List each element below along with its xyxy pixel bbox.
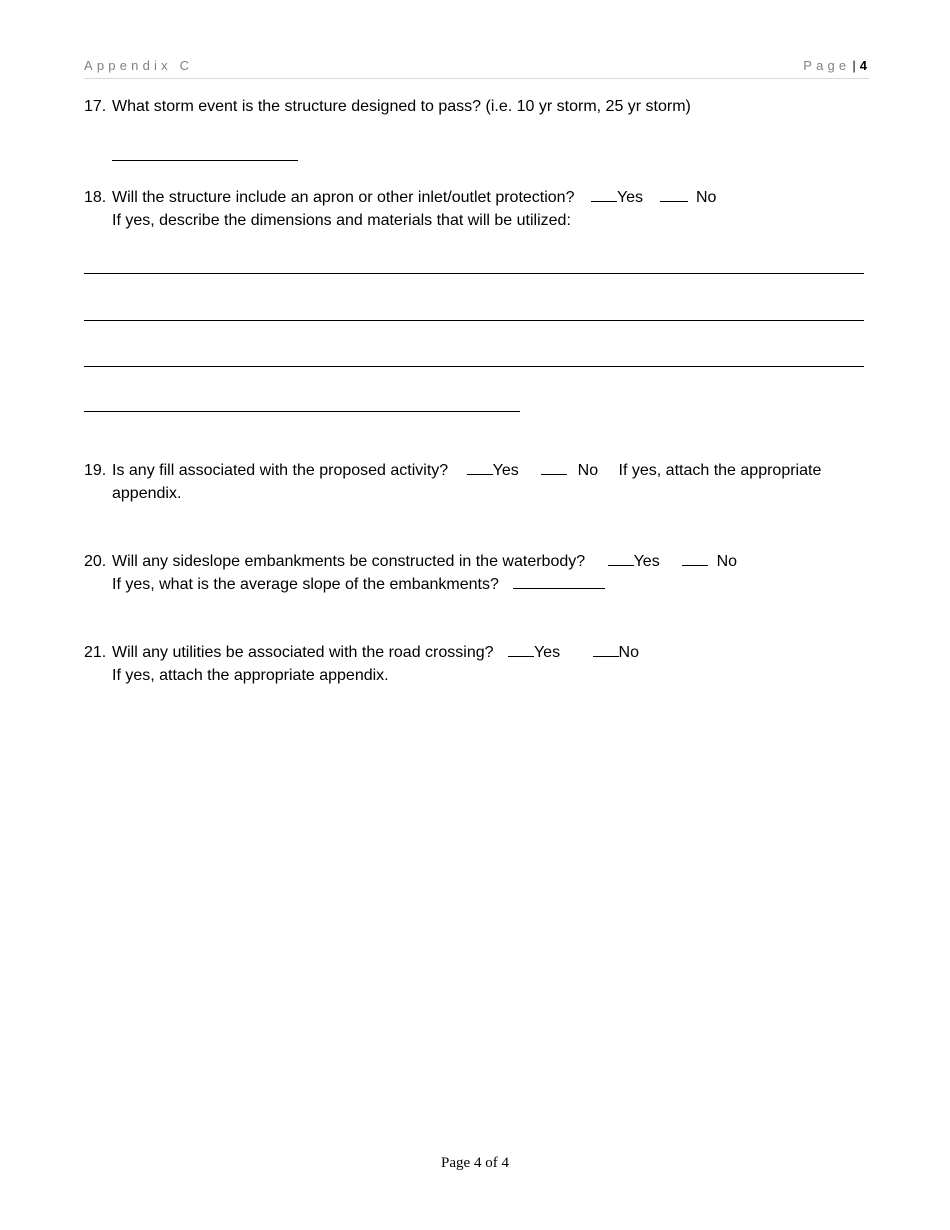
page-header xyxy=(84,56,869,79)
yes-label: Yes xyxy=(533,644,561,661)
slope-answer-blank[interactable] xyxy=(513,574,605,589)
question-number: 17. xyxy=(84,98,107,115)
no-label: No xyxy=(695,189,717,206)
question-text-row xyxy=(112,459,821,482)
header-page-indicator xyxy=(803,58,867,73)
page-footer: Page 4 of 4 xyxy=(441,1155,509,1171)
yes-label: Yes xyxy=(633,553,660,570)
question-text: Will the structure include an apron or other inlet/outlet protection? xyxy=(112,189,575,206)
description-answer-line-1[interactable] xyxy=(84,273,864,274)
no-label: No xyxy=(618,644,639,661)
storm-event-answer-line[interactable] xyxy=(112,160,298,161)
description-answer-line-2[interactable] xyxy=(84,320,864,321)
question-text: Will any sideslope embankments be constructed in the waterbody? xyxy=(112,553,586,570)
no-label: No xyxy=(577,462,599,479)
question-text: Will any utilities be associated with the road crossing? xyxy=(112,644,494,661)
question-text: If yes, attach the appropriate appendix. xyxy=(112,667,389,684)
yes-blank[interactable] xyxy=(591,187,617,202)
yes-label: Yes xyxy=(492,462,519,479)
question-text: If yes, what is the average slope of the embankments? xyxy=(112,576,499,593)
no-blank[interactable] xyxy=(660,187,688,202)
question-number: 21. xyxy=(84,644,107,661)
question-text-row xyxy=(112,573,605,596)
question-text-row xyxy=(112,550,737,573)
no-blank[interactable] xyxy=(593,642,619,657)
question-text: What storm event is the structure designed to pass? (i.e. 10 yr storm, 25 yr storm) xyxy=(112,98,691,115)
question-number: 19. xyxy=(84,462,107,479)
question-text-tail: If yes, attach the appropriate xyxy=(618,462,822,479)
description-answer-line-3[interactable] xyxy=(84,366,864,367)
header-appendix-label: Appendix C xyxy=(84,58,194,73)
no-label: No xyxy=(716,553,738,570)
yes-label: Yes xyxy=(616,189,644,206)
question-text-row xyxy=(112,641,639,664)
question-number: 20. xyxy=(84,553,107,570)
question-text-row xyxy=(112,186,716,209)
no-blank[interactable] xyxy=(541,460,567,475)
yes-blank[interactable] xyxy=(508,642,534,657)
header-page-number: 4 xyxy=(859,58,867,73)
question-text: appendix. xyxy=(112,485,182,502)
question-text: If yes, describe the dimensions and materials that will be utilized: xyxy=(112,212,571,229)
no-blank[interactable] xyxy=(682,551,708,566)
description-answer-line-4[interactable] xyxy=(84,411,520,412)
yes-blank[interactable] xyxy=(467,460,493,475)
header-page-word: Page xyxy=(803,58,851,73)
yes-blank[interactable] xyxy=(608,551,634,566)
question-text: Is any fill associated with the proposed activity? xyxy=(112,462,449,479)
question-number: 18. xyxy=(84,189,107,206)
header-separator: | xyxy=(852,58,856,73)
